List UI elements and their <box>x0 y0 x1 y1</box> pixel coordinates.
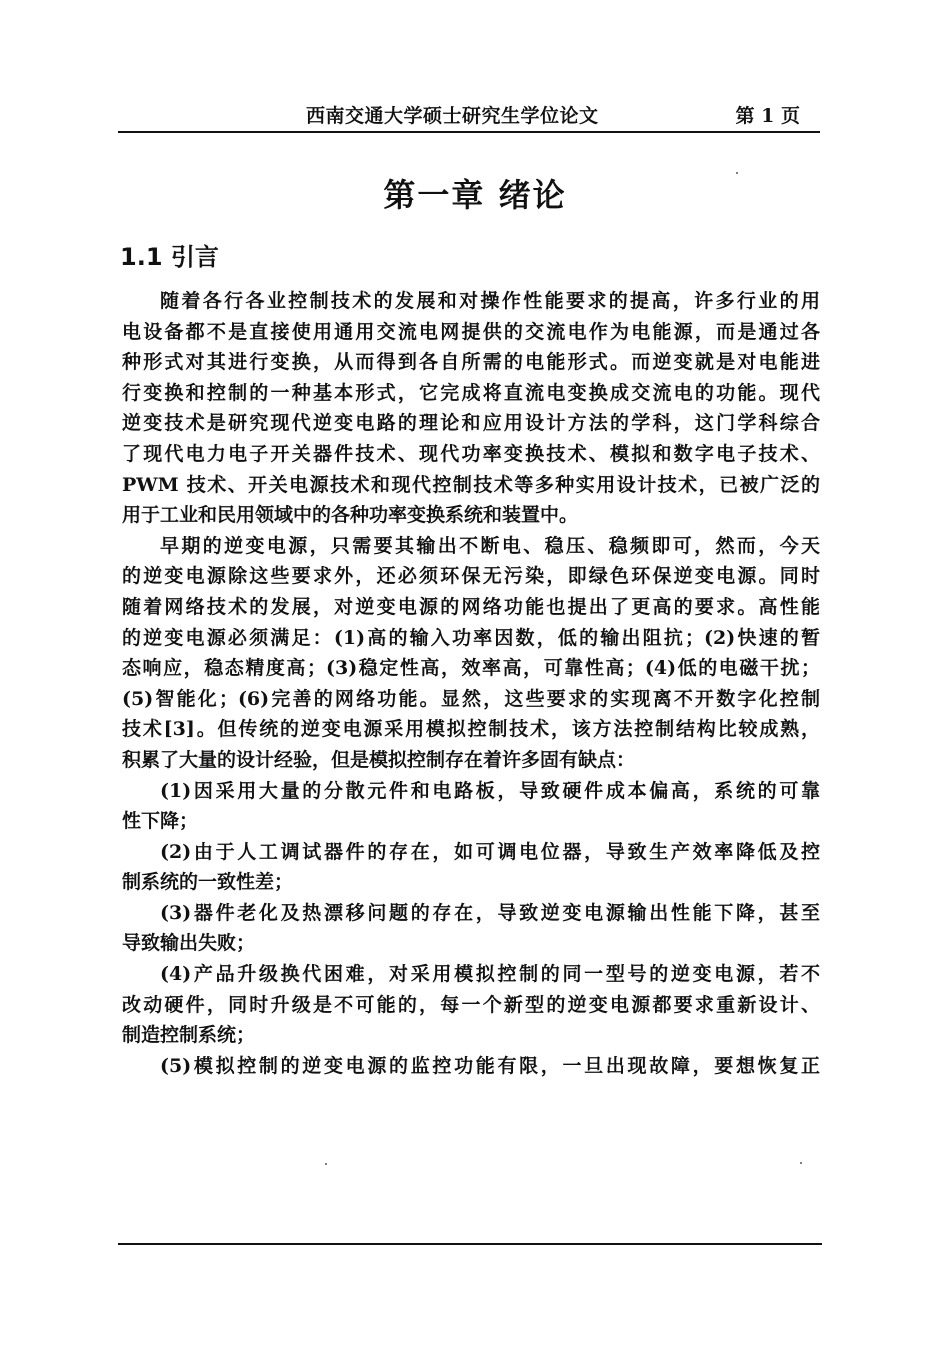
paragraph-line: 随着各行各业控制技术的发展和对操作性能要求的提高，许多行业的用 <box>160 290 820 312</box>
list-item-line: (3)器件老化及热漂移问题的存在，导致逆变电源输出性能下降，甚至 <box>160 901 820 924</box>
list-item-line: (5)模拟控制的逆变电源的监控功能有限，一旦出现故障，要想恢复正 <box>160 1054 820 1077</box>
list-item-line: 性下降； <box>122 810 199 833</box>
list-item-line: (1)因采用大量的分散元件和电路板，导致硬件成本偏高，系统的可靠 <box>160 779 820 802</box>
list-item-line: 制系统的一致性差； <box>122 871 294 894</box>
paragraph-line: PWM 技术、开关电源技术和现代控制技术等多种实用设计技术，已被广泛的 <box>122 473 820 496</box>
header-page-number: 第 1 页 <box>735 105 800 127</box>
list-item-line: 改动硬件，同时升级是不可能的，每一个新型的逆变电源都要求重新设计、 <box>122 993 820 1016</box>
running-header <box>118 97 820 133</box>
header-title: 西南交通大学硕士研究生学位论文 <box>306 105 599 127</box>
scan-speck <box>736 172 738 174</box>
section-title: 1.1 引言 <box>120 243 219 271</box>
paragraph-line: 技术[3]。但传统的逆变电源采用模拟控制技术，该方法控制结构比较成熟， <box>122 718 820 741</box>
paragraph-line: 早期的逆变电源，只需要其输出不断电、稳压、稳频即可，然而，今天 <box>160 534 820 557</box>
scan-speck <box>325 1163 327 1165</box>
paragraph-line: 电设备都不是直接使用通用交流电网提供的交流电作为电能源，而是通过各 <box>122 320 820 343</box>
footer-rule <box>118 1243 822 1245</box>
paragraph-line: 随着网络技术的发展，对逆变电源的网络功能也提出了更高的要求。高性能 <box>122 595 820 618</box>
chapter-title: 第一章 绪论 <box>383 176 567 214</box>
paragraph-line: 逆变技术是研究现代逆变电路的理论和应用设计方法的学科，这门学科综合 <box>122 412 820 435</box>
paragraph-line: 积累了大量的设计经验，但是模拟控制存在着许多固有缺点： <box>122 748 636 771</box>
paragraph-line: (5)智能化；(6)完善的网络功能。显然，这些要求的实现离不开数字化控制 <box>122 687 820 710</box>
list-item-line: 制造控制系统； <box>122 1024 256 1047</box>
paragraph-line: 了现代电力电子开关器件技术、现代功率变换技术、模拟和数字电子技术、 <box>122 442 820 465</box>
paragraph-line: 的逆变电源必须满足：(1)高的输入功率因数，低的输出阻抗；(2)快速的暂 <box>122 626 820 649</box>
paragraph-line: 态响应，稳态精度高；(3)稳定性高，效率高，可靠性高；(4)低的电磁干扰； <box>122 657 820 680</box>
list-item-line: 导致输出失败； <box>122 932 256 955</box>
list-item-line: (2)由于人工调试器件的存在，如可调电位器，导致生产效率降低及控 <box>160 840 820 863</box>
paragraph-line: 用于工业和民用领域中的各种功率变换系统和装置中。 <box>122 504 579 527</box>
body-text <box>122 286 820 1081</box>
scan-speck <box>800 1162 802 1164</box>
paragraph-line: 的逆变电源除这些要求外，还必须环保无污染，即绿色环保逆变电源。同时 <box>122 565 820 588</box>
paragraph-line: 种形式对其进行变换，从而得到各自所需的电能形式。而逆变就是对电能进 <box>122 351 820 374</box>
list-item-line: (4)产品升级换代困难，对采用模拟控制的同一型号的逆变电源，若不 <box>160 963 820 986</box>
paragraph-line: 行变换和控制的一种基本形式，它完成将直流电变换成交流电的功能。现代 <box>122 381 820 404</box>
